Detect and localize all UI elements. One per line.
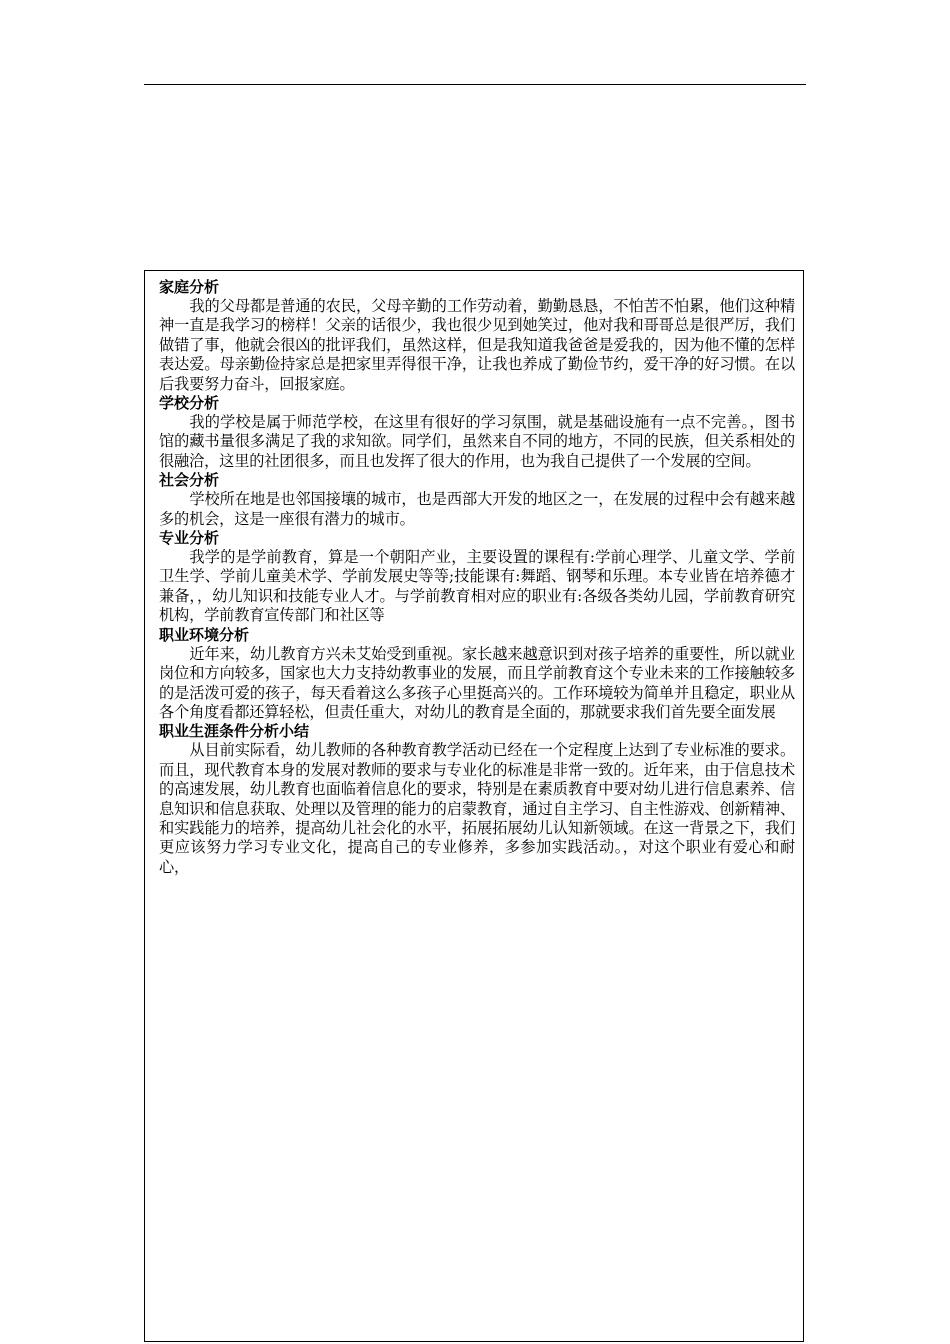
- section-heading: 职业环境分析: [159, 625, 250, 644]
- analysis-content: [159, 278, 795, 877]
- career-summary-section: [159, 722, 795, 877]
- section-body: 学校所在地是也邻国接壤的城市，也是西部大开发的地区之一，在发展的过程中会有越来越多的机会，这是一座很有潜力的城市。: [159, 490, 795, 528]
- section-heading: 社会分析: [159, 471, 220, 490]
- section-heading: 职业生涯条件分析小结: [159, 722, 310, 741]
- section-body: 近年来，幼儿教育方兴未艾始受到重视。家长越来越意识到对孩子培养的重要性，所以就业岗位和方向较多，国家也大力支持幼教事业的发展，而且学前教育这个专业未来的工作接触较多的是活泼可爱的孩子，每天看着这么多孩子心里挺高兴的。工作环境较为简单并且稳定，职业从各个角度看都还算轻松，但责任重大，对幼儿的教育是全面的，那就要求我们首先要全面发展: [159, 644, 795, 721]
- header-rule: [144, 84, 806, 85]
- section-heading: 家庭分析: [159, 278, 220, 296]
- school-analysis-section: [159, 394, 795, 471]
- major-analysis-section: [159, 529, 795, 626]
- section-body: 我的父母都是普通的农民，父母辛勤的工作劳动着，勤勤恳恳，不怕苦不怕累，他们这种精神一直是我学习的榜样！父亲的话很少，我也很少见到她笑过，他对我和哥哥总是很严厉，我们做错了事，他就会很凶的批评我们，虽然这样，但是我知道我爸爸是爱我的，因为他不懂的怎样表达爱。母亲勤俭持家总是把家里弄得很干净，让我也养成了勤俭节约，爱干净的好习惯。在以后我要努力奋斗，回报家庭。: [159, 297, 795, 393]
- section-body: 从目前实际看，幼儿教师的各种教育教学活动已经在一个定程度上达到了专业标准的要求。而且，现代教育本身的发展对教师的要求与专业化的标准是非常一致的。近年来，由于信息技术的高速发展，幼儿教育也面临着信息化的要求，特别是在素质教育中要对幼儿进行信息素养、信息知识和信息获取、处理以及管理的能力的启蒙教育，通过自主学习、自主性游戏、创新精神、和实践能力的培养，提高幼儿社会化的水平，拓展拓展幼儿认知新领域。在这一背景之下，我们更应该努力学习专业文化，提高自己的专业修养，多参加实践活动。，对这个职业有爱心和耐心，: [159, 741, 795, 876]
- analysis-table-cell: [144, 270, 804, 1342]
- career-environment-section: [159, 626, 795, 723]
- society-analysis-section: [159, 471, 795, 529]
- section-heading: 学校分析: [159, 394, 220, 413]
- section-body: 我学的是学前教育，算是一个朝阳产业，主要设置的课程有:学前心理学、儿童文学、学前卫生学、学前儿童美术学、学前发展史等等;技能课有:舞蹈、钢琴和乐理。本专业皆在培养德才兼备，，幼儿知识和技能专业人才。与学前教育相对应的职业有:各级各类幼儿园，学前教育研究机构，学前教育宣传部门和社区等: [159, 548, 795, 625]
- section-body: 我的学校是属于师范学校，在这里有很好的学习氛围，就是基础设施有一点不完善。，图书馆的藏书量很多满足了我的求知欲。同学们，虽然来自不同的地方，不同的民族，但关系相处的很融洽，这里的社团很多，而且也发挥了很大的作用，也为我自己提供了一个发展的空间。: [159, 413, 795, 470]
- section-heading: 专业分析: [159, 529, 220, 548]
- family-analysis-section: [159, 278, 795, 394]
